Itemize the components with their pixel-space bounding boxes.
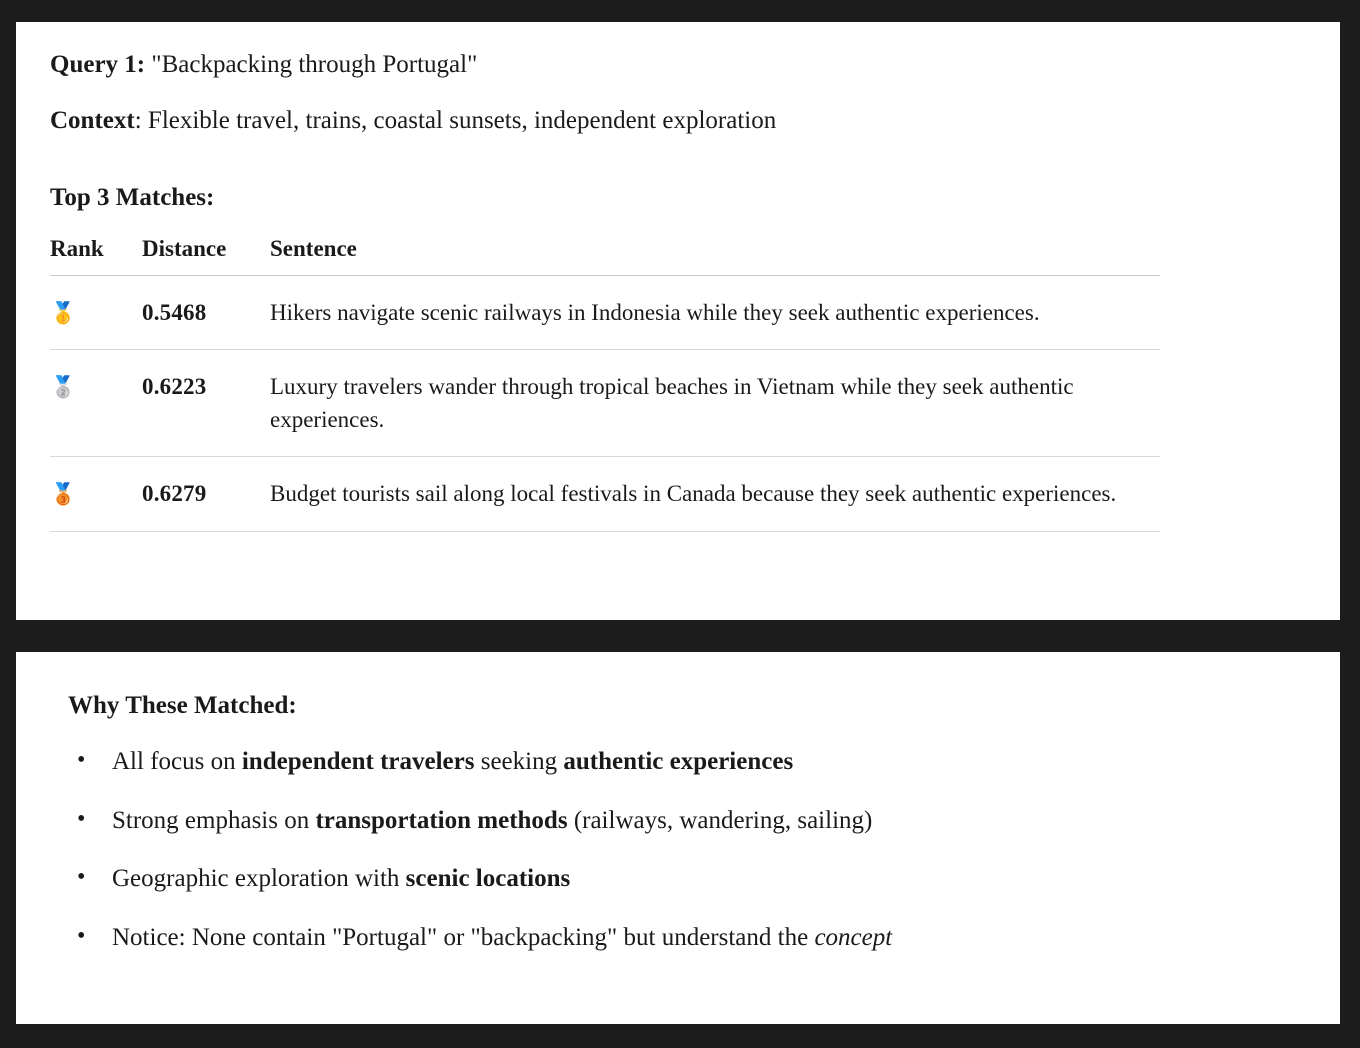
gold-medal-icon: 🥇: [50, 300, 77, 325]
table-row: [50, 350, 1160, 457]
sentence-cell: Hikers navigate scenic railways in Indonesia while they seek authentic experiences.: [270, 275, 1160, 350]
list-item: [112, 922, 1296, 955]
matches-heading: Top 3 Matches:: [50, 183, 215, 211]
list-item-text: All focus on: [112, 748, 242, 775]
table-header-row: [50, 236, 1160, 276]
context-line: [50, 104, 1306, 138]
rank-cell: [50, 457, 142, 532]
query-results-card: [16, 22, 1340, 620]
sentence-cell: Budget tourists sail along local festivals in Canada because they seek authentic experiences.: [270, 457, 1160, 532]
silver-medal-icon: 🥈: [50, 375, 77, 400]
list-item-text: (railways, wandering, sailing): [567, 806, 873, 834]
list-item-italic: concept: [814, 923, 893, 951]
table-row: [50, 457, 1160, 532]
list-item: [112, 805, 1296, 838]
context-label: Context: [50, 106, 135, 134]
list-item-emphasis: independent travelers: [241, 748, 475, 775]
query-text: "Backpacking through Portugal": [151, 51, 478, 78]
distance-cell: 0.6279: [142, 457, 270, 532]
column-header-distance: Distance: [142, 236, 270, 276]
why-matched-card: [16, 652, 1340, 1024]
list-item: [112, 746, 1296, 779]
column-header-sentence: Sentence: [270, 236, 1160, 276]
list-item-emphasis: authentic experiences: [563, 748, 794, 775]
list-item-emphasis: scenic locations: [405, 865, 571, 892]
query-line: [50, 44, 1306, 82]
list-item-emphasis: transportation methods: [315, 806, 568, 834]
why-matched-title: Why These Matched:: [68, 692, 297, 719]
table-row: [50, 275, 1160, 350]
list-item-text: Strong emphasis on: [112, 806, 316, 834]
list-item: [112, 863, 1296, 896]
distance-cell: 0.5468: [142, 275, 270, 350]
query-label: Query 1:: [50, 51, 146, 78]
distance-cell: 0.6223: [142, 350, 270, 457]
list-item-text: Geographic exploration with: [112, 865, 406, 892]
column-header-rank: Rank: [50, 236, 142, 276]
why-matched-list: [60, 746, 1296, 954]
matches-table: [50, 236, 1160, 533]
list-item-text: Notice: None contain "Portugal" or "backpacking" but understand the: [112, 923, 815, 951]
bronze-medal-icon: 🥉: [50, 482, 77, 507]
rank-cell: [50, 350, 142, 457]
rank-cell: [50, 275, 142, 350]
list-item-text: seeking: [474, 748, 564, 775]
sentence-cell: Luxury travelers wander through tropical beaches in Vietnam while they seek authentic experiences.: [270, 350, 1160, 457]
context-text: : Flexible travel, trains, coastal sunsets, independent exploration: [134, 106, 777, 134]
